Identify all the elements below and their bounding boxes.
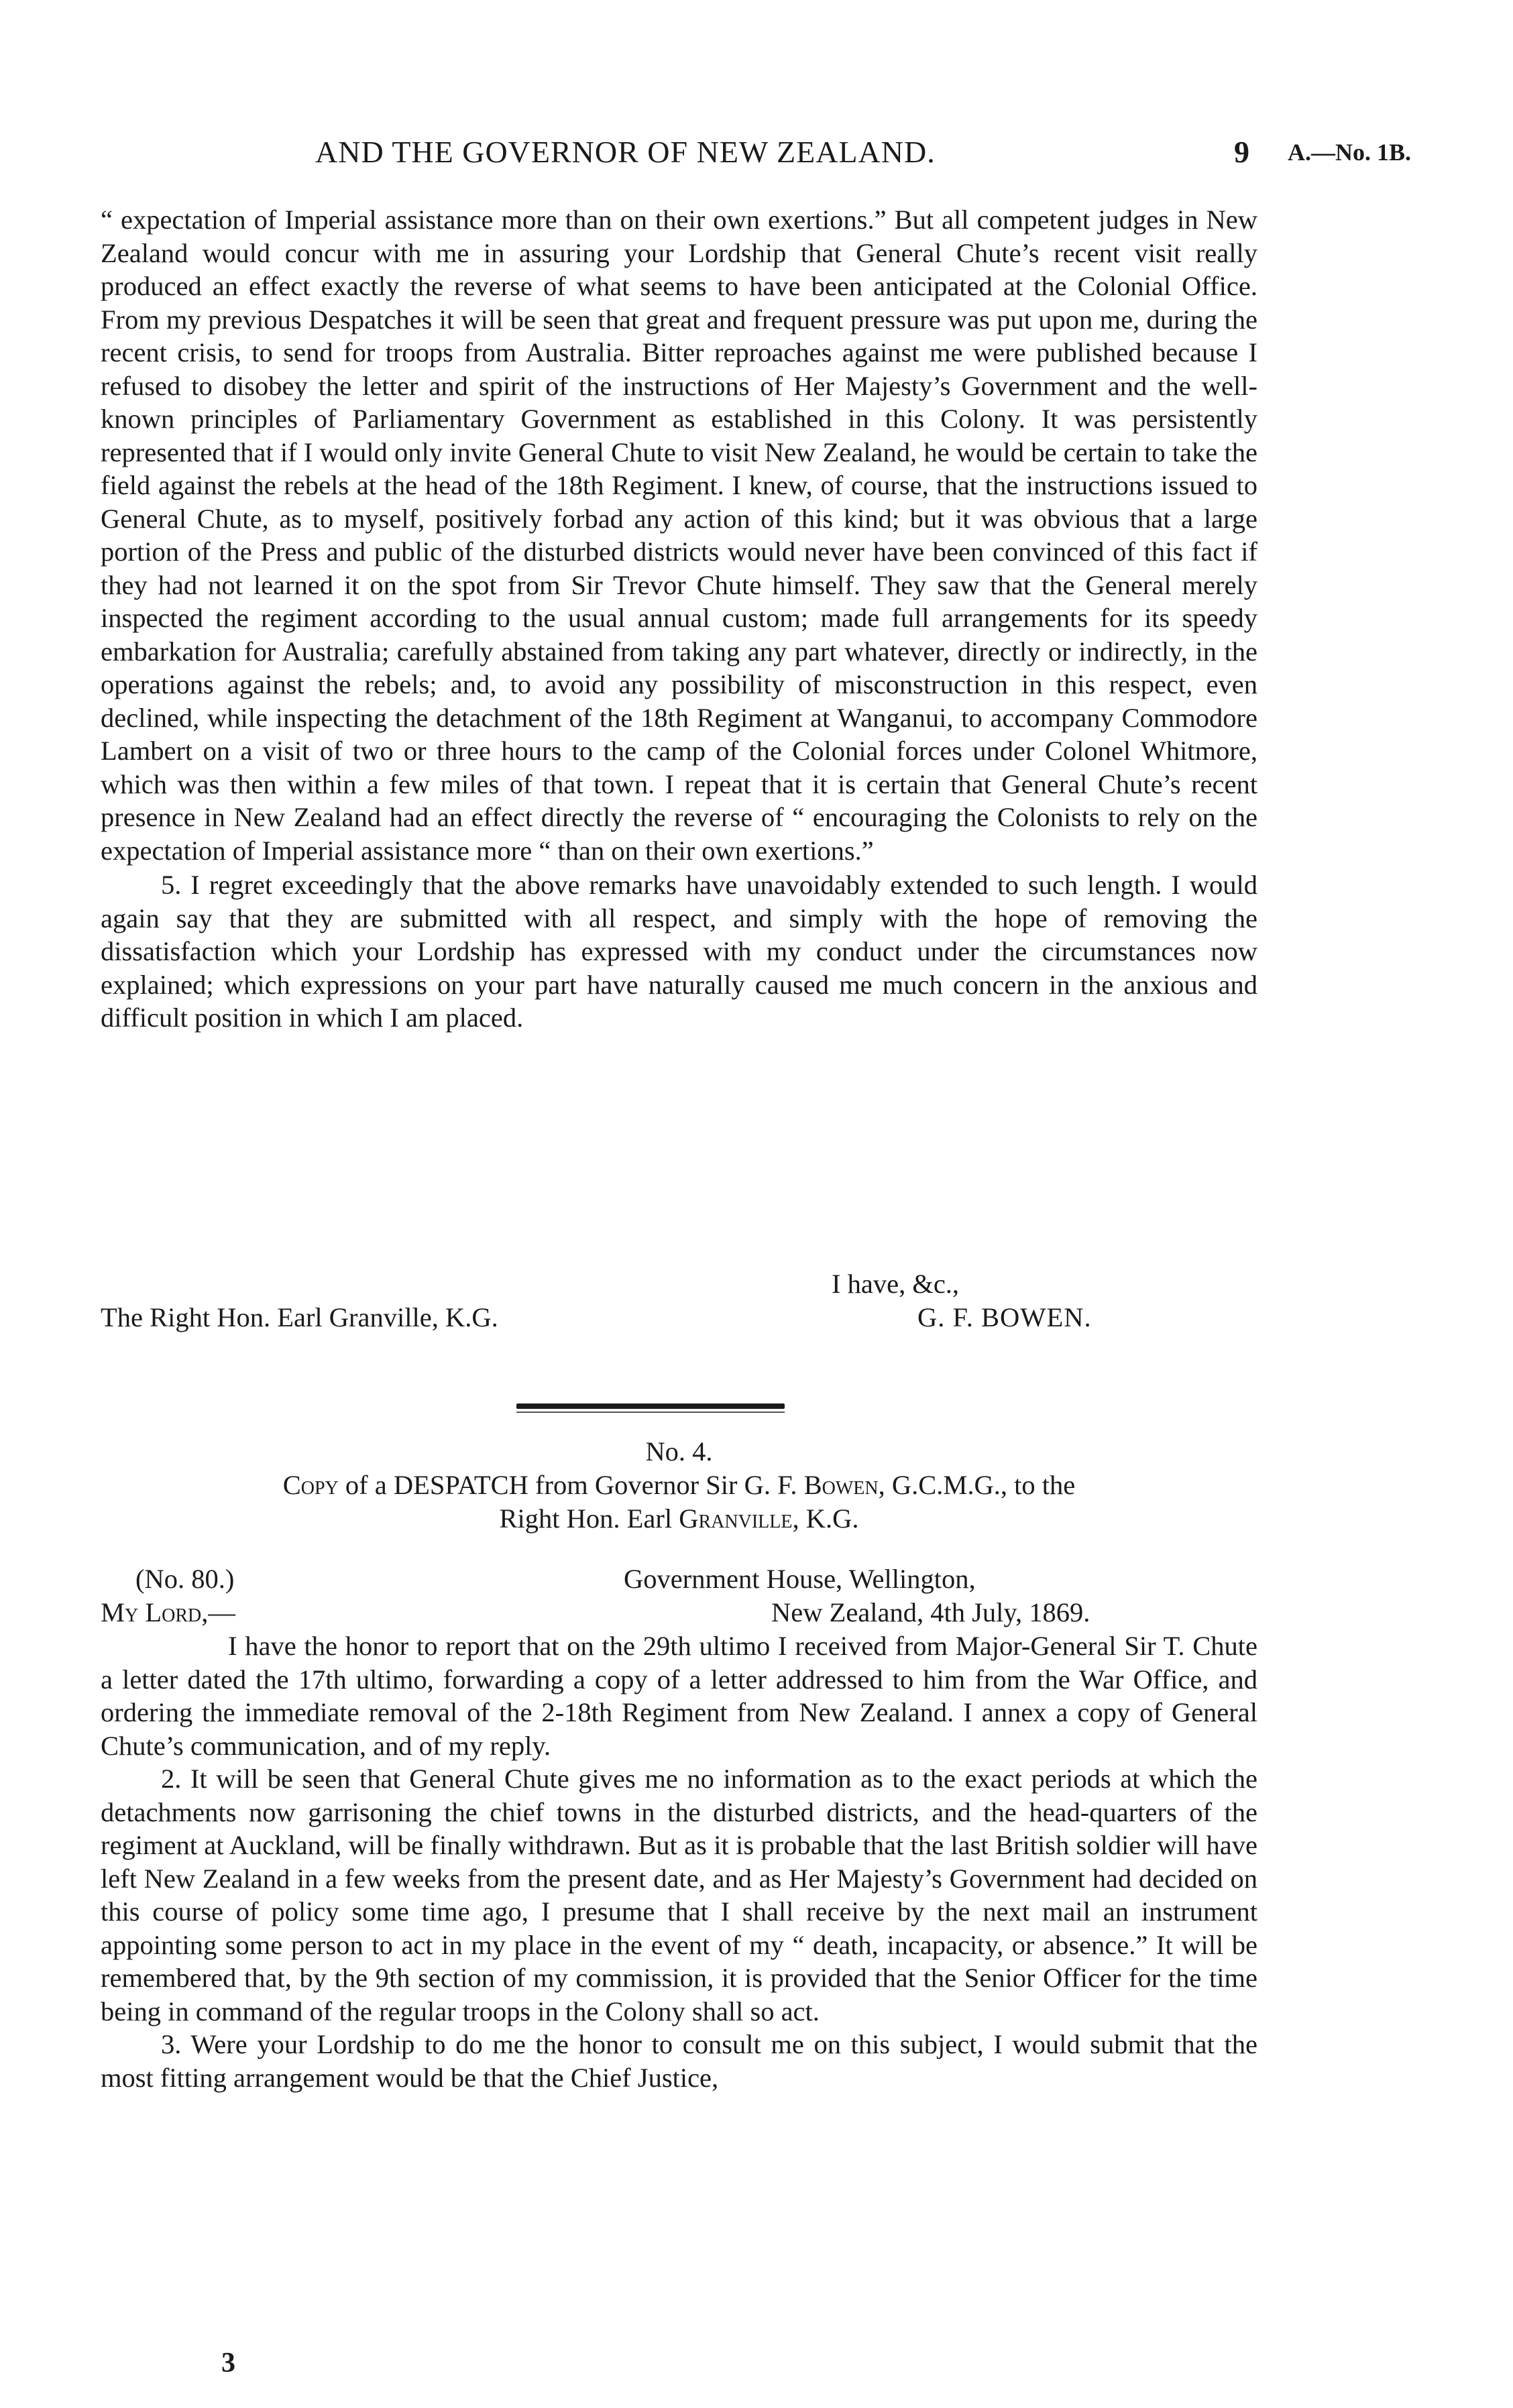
continued-paragraph-block xyxy=(101,203,1257,1035)
despatch-paragraph-2: 2. It will be seen that General Chute gives me no information as to the exact periods at which the detachments now garrisoning the chief towns in the disturbed districts, and the head-quarters of the regiment at Auckland, will be finally withdrawn. But as it is probable that the last British soldier will have left New Zealand in a few weeks from the present date, and as Her Majesty’s Government had decided on this course of policy some time ago, I presume that I shall receive by the next mail an instrument appointing some person to act in my place in the event of my “ death, incapacity, or absence.” It will be remembered that, by the 9th section of my commission, it is provided that the Senior Officer for the time being in command of the regular troops in the Colony shall so act. xyxy=(101,1764,1257,2026)
addressee: The Right Hon. Earl Granville, K.G. xyxy=(101,1302,498,1332)
place-line-1: Government House, Wellington, xyxy=(624,1564,976,1594)
signature: G. F. BOWEN. xyxy=(917,1302,1092,1332)
title-recipient-name: Granville xyxy=(679,1503,793,1534)
despatch-number: No. 4. xyxy=(645,1436,713,1467)
section-divider xyxy=(516,1403,785,1409)
salutation-dash: ,— xyxy=(201,1597,235,1627)
continued-paragraph: “ expectation of Imperial assistance more than on their own exertions.” But all competent judges in New Zealand would concur with me in assuring your Lordship that General Chute’s recent visit really produced an effect exactly the reverse of what seems to have been anticipated at the Colonial Office. From my previous Despatches it will be seen that great and frequent pressure was put upon me, during the recent crisis, to send for troops from Australia. Bitter reproaches against me were published because I refused to disobey the letter and spirit of the instructions of Her Majesty’s Government and the well-known principles of Parliamentary Government as established in this Colony. It was persistently represented that if I would only invite General Chute to visit New Zealand, he would be certain to take the field against the rebels at the head of the 18th Regiment. I knew, of course, that the instructions issued to General Chute, as to myself, positively forbad any action of this kind; but it was obvious that a large portion of the Press and public of the disturbed districts would never have been convinced of this fact if they had not learned it on the spot from Sir Trevor Chute himself. They saw that the General merely inspected the regiment according to the usual annual custom; made full arrangements for its speedy embarkation for Australia; carefully abstained from taking any part whatever, directly or indirectly, in the operations against the rebels; and, to avoid any possibility of misconstruction in this respect, even declined, while inspecting the detachment of the 18th Regiment at Wanganui, to accompany Commodore Lambert on a visit of two or three hours to the camp of the Colonial forces under Colonel Whitmore, which was then within a few miles of that town. I repeat that it is certain that General Chute’s recent presence in New Zealand had an effect directly the reverse of “ encouraging the Colonists to rely on the expectation of Imperial assistance more “ than on their own exertions.” xyxy=(101,205,1257,866)
paragraph-5: 5. I regret exceedingly that the above remarks have unavoidably extended to such length. I would again say that they are submitted with all respect, and simply with the hope of removing the dissatisfaction which your Lordship has expressed with my conduct under the circumstances now explained; which expressions on your part have naturally caused me much concern in the anxious and difficult position in which I am placed. xyxy=(101,870,1257,1033)
despatch-paragraph-3: 3. Were your Lordship to do me the honor to consult me on this subject, I would submit that the most fitting arrangement would be that the Chief Justice, xyxy=(101,2029,1257,2093)
page-number: 9 xyxy=(1234,135,1249,169)
closing-formula: I have, &c., xyxy=(832,1269,960,1299)
despatch-paragraph-1: I have the honor to report that on the 29th ultimo I received from Major-General Sir T. Chute a letter dated the 17th ultimo, forwarding a copy of a letter addressed to him from the War Office, and ordering the immediate removal of the 2-18th Regiment from New Zealand. I annex a copy of General Chute’s communication, and of my reply. xyxy=(101,1631,1257,1761)
despatch-title-line-2 xyxy=(101,1502,1257,1536)
despatch-serial: (No. 80.) xyxy=(135,1564,235,1594)
title-governor-honours: , G.C.M.G., to the xyxy=(878,1470,1076,1500)
paper-reference: A.—No. 1B. xyxy=(1288,139,1412,166)
salutation-my: My xyxy=(101,1597,139,1627)
title-main-text: of a DESPATCH from Governor Sir G. F. xyxy=(345,1470,797,1500)
despatch-body xyxy=(101,1629,1257,2094)
salutation xyxy=(101,1596,235,1629)
running-title: AND THE GOVERNOR OF NEW ZEALAND. xyxy=(315,135,936,169)
title-recipient-honours: , K.G. xyxy=(792,1503,859,1534)
despatch-title-line-1 xyxy=(101,1469,1257,1502)
title-governor-name: Bowen xyxy=(803,1470,879,1500)
salutation-lord: Lord xyxy=(145,1597,202,1627)
title-recipient-prefix: Right Hon. Earl xyxy=(499,1503,673,1534)
title-copy-word: Copy xyxy=(282,1470,339,1500)
page-header xyxy=(0,134,1513,181)
despatch-title xyxy=(101,1469,1257,1536)
printer-signature-mark: 3 xyxy=(221,2348,235,2378)
place-line-2-date: New Zealand, 4th July, 1869. xyxy=(771,1597,1090,1627)
